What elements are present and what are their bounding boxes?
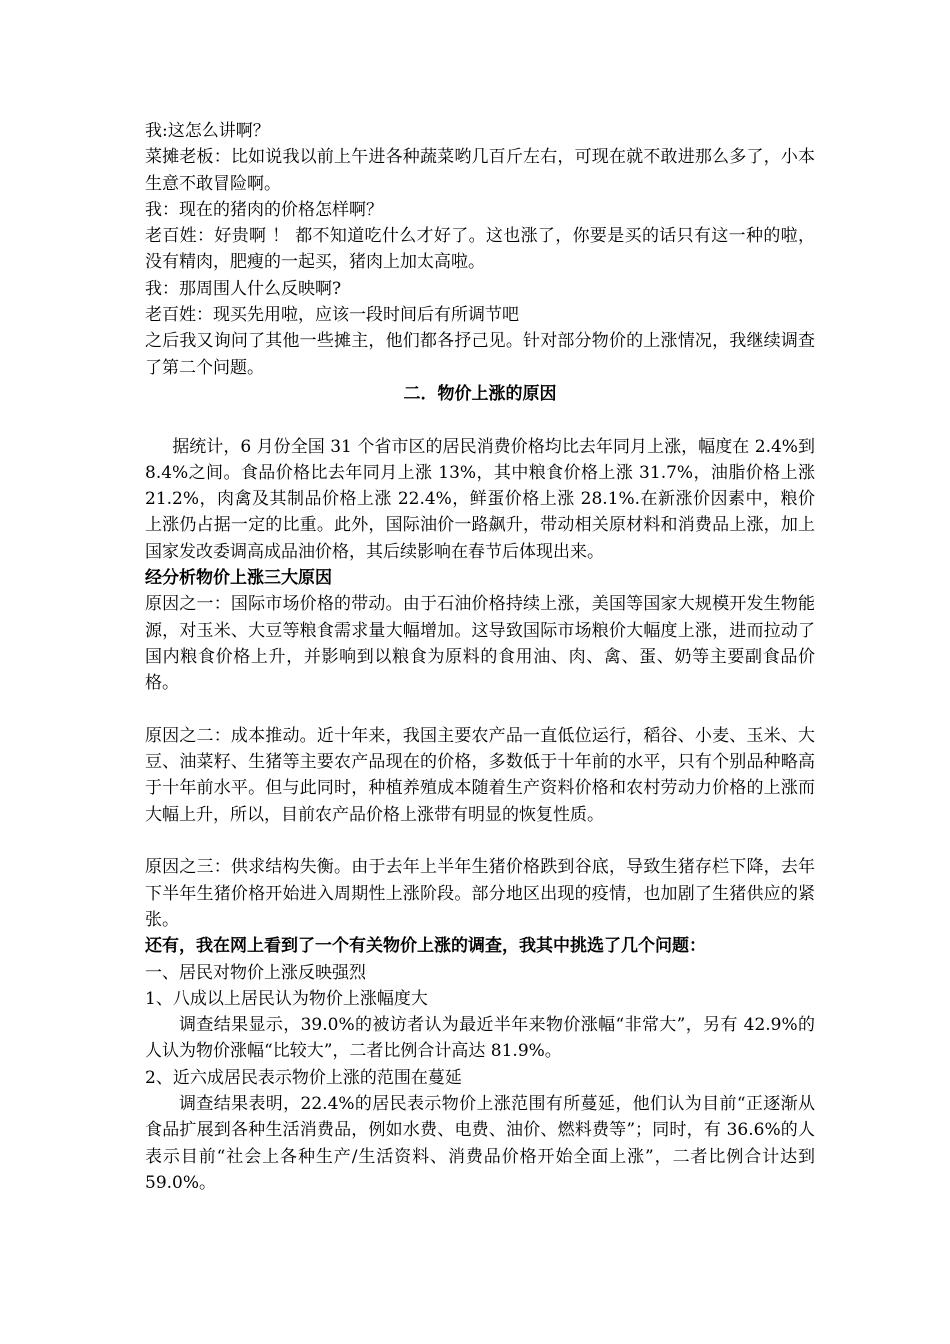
dialogue-line: 菜摊老板：比如说我以前上午进各种蔬菜哟几百斤左右，可现在就不敢进那么多了，小本生意不敢冒险啊。 — [145, 147, 815, 194]
spacer — [145, 828, 815, 854]
list-item: 1、八成以上居民认为物价上涨幅度大 — [145, 988, 428, 1009]
body-paragraph: 调查结果表明，22.4%的居民表示物价上涨范围有所蔓延，他们认为目前“正逐渐从食品扩展到各种生活消费品，例如水费、电费、油价、燃料费等”；同时，有 36.6%的人表示目前“社会上各种生产/生活资料、消费品价格开始全面上涨”，二者比例合计达到 59.0%。 — [145, 1093, 815, 1193]
spacer — [145, 407, 815, 433]
body-paragraph: 调查结果显示，39.0%的被访者认为最近半年来物价涨幅“非常大”，另有 42.9%的人认为物价涨幅“比较大”，二者比例合计高达 81.9%。 — [145, 1015, 815, 1062]
dialogue-line: 我：现在的猪肉的价格怎样啊？ — [145, 199, 383, 220]
document-page — [145, 118, 815, 1196]
subheading: 经分析物价上涨三大原因 — [145, 568, 332, 589]
body-paragraph: 原因之一：国际市场价格的带动。由于石油价格持续上涨，美国等国家大规模开发生物能源，对玉米、大豆等粮食需求量大幅增加。这导致国际市场粮价大幅度上涨，进而拉动了国内粮食价格上升，并影响到以粮食为原料的食用油、肉、禽、蛋、奶等主要副食品价格。 — [145, 594, 815, 694]
section-title: 二．物价上涨的原因 — [403, 383, 557, 404]
list-item: 2、近六成居民表示物价上涨的范围在蔓延 — [145, 1067, 462, 1088]
body-paragraph: 据统计，6 月份全国 31 个省市区的居民消费价格均比去年同月上涨，幅度在 2.4%到 8.4%之间。食品价格比去年同月上涨 13%，其中粮食价格上涨 31.7%，油脂价格上涨 21.2%，肉禽及其制品价格上涨 22.4%，鲜蛋价格上涨 28.1%.在新涨价因素中，粮价上涨仍占据一定的比重。此外，国际油价一路飙升，带动相关原材料和消费品上涨，加上国家发改委调高成品油价格，其后续影响在春节后体现出来。 — [145, 436, 815, 562]
spacer — [145, 697, 815, 723]
body-paragraph: 原因之三：供求结构失衡。由于去年上半年生猪价格跌到谷底，导致生猪存栏下降，去年下半年生猪价格开始进入周期性上涨阶段。部分地区出现的疫情，也加剧了生猪供应的紧张。 — [145, 857, 815, 930]
body-paragraph: 之后我又询问了其他一些摊主，他们都各抒己见。针对部分物价的上涨情况，我继续调查了第二个问题。 — [145, 331, 815, 378]
dialogue-line: 老百姓：现买先用啦，应该一段时间后有所调节吧 — [145, 305, 519, 326]
dialogue-line: 老百姓：好贵啊 ！ 都不知道吃什么才好了。这也涨了，你要是买的话只有这一种的啦，没有精肉，肥瘦的一起买，猪肉上加太高啦。 — [145, 226, 815, 273]
dialogue-line: 我:这怎么讲啊？ — [145, 121, 270, 141]
dialogue-line: 我：那周围人什么反映啊? — [145, 278, 342, 299]
list-heading: 一、居民对物价上涨反映强烈 — [145, 962, 366, 983]
subheading: 还有，我在网上看到了一个有关物价上涨的调查，我其中挑选了几个问题： — [145, 936, 706, 957]
body-paragraph: 原因之二：成本推动。近十年来，我国主要农产品一直低位运行，稻谷、小麦、玉米、大豆、油菜籽、生猪等主要农产品现在的价格，多数低于十年前的水平，只有个别品种略高于十年前水平。但与此同时，种植养殖成本随着生产资料价格和农村劳动力价格的上涨而大幅上升，所以，目前农产品价格上涨带有明显的恢复性质。 — [145, 725, 815, 825]
